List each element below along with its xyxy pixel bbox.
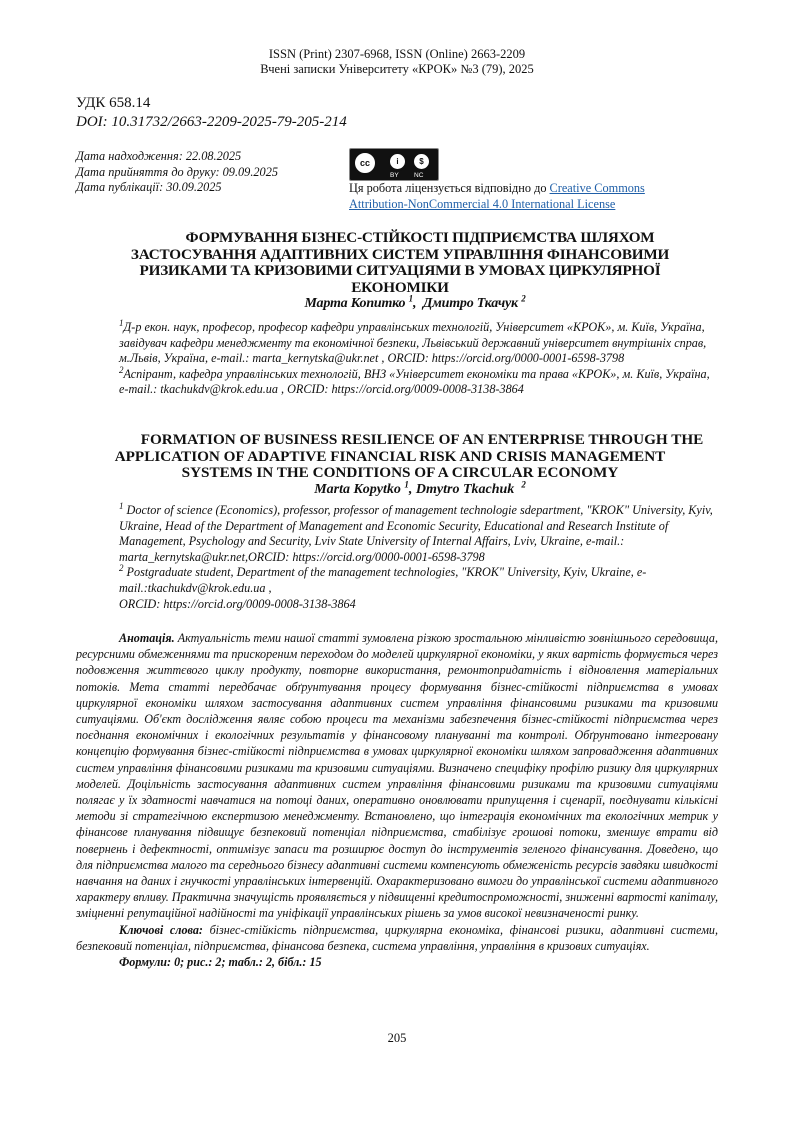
issn-line: ISSN (Print) 2307-6968, ISSN (Online) 2663-2209 [268,47,526,61]
keywords-label: Ключові слова: [119,922,203,937]
noncommercial-icon: $ [412,152,431,171]
abstract-label: Анотація. [119,631,175,645]
date-published: Дата публікації: 30.09.2025 [76,180,222,194]
title-line: ЕКОНОМІКИ [351,278,449,296]
affiliation-1: $^1$Д-р екон. наук, професор, професор кафедри управлінських технологій, Університет «КРОК», м. Київ, Україна, завідувач кафедри менеджменту та економічної безпеки, Львівський державний університет внутрішніх справ, м.Львів, Україна, e-mail.: marta_kernytska@ukr.net , ORCID: https://orcid.org/0000-0001-6598-3798 [119,317,707,366]
title-line: SYSTEMS IN THE CONDITIONS OF A CIRCULAR ECONOMY [181,464,619,482]
affiliations-ukrainian [76,317,716,398]
affiliation-2: $^2$ Postgraduate student, Department of the management technologies, "KROK" University, Kyiv, Ukraine, e-mail.:tkachukdv@krok.edu.ua , [119,563,647,595]
title-line: РИЗИКАМИ ТА КРИЗОВИМИ СИТУАЦІЯМИ В УМОВАХ ЦИРКУЛЯРНОЇ [139,262,661,280]
title-line: ЗАСТОСУВАННЯ АДАПТИВНИХ СИСТЕМ УПРАВЛІННЯ ФІНАНСОВИМИ [130,245,670,263]
udk-code: УДК 658.14 [76,95,151,111]
abstract-text: Актуальність теми нашої статті зумовлена різкою зростальною мінливістю зовнішнього середовища, ресурсними обмеженнями та прискореним переходом до моделей циркулярної економіки, у яких вартість формується через подовження життєвого циклу продукту, повторне використання, ремонтопридатність і відновлення матеріальних потоків. Мета статті передбачає обґрунтування процесу формування бізнес-стійкості підприємства в умовах циркулярної економіки шляхом застосування адаптивних систем управління фінансовими ризиками та кризовими ситуаціями. Об'єкт дослідження являє собою процеси та механізми забезпечення бізнес-стійкості підприємства через поєднання економічних і екологічних результатів у фінансовому плануванні та контролі. Обґрунтовано інтегровану концепцію формування бізнес-стійкості підприємства в умовах циркулярної економіки шляхом запровадження адаптивних систем управління фінансовими ризиками та кризовими ситуаціями. Визначено специфіку профілю ризику для циркулярних моделей. Доцільність застосування адаптивних систем управління фінансовими ризиками та кризовими ситуаціями полягає у їх здатності навчатися на потоці даних, оперативно оновлювати припущення і сценарії, поєднувати кількісні методи зі стратегічною експертизою менеджменту. Встановлено, що інтеграція економічних та екологічних метрик у фінансове планування підвищує безпековий потенціал підприємства, стабілізує грошові потоки, зменшує втрати від повернень і дефектності, оптимізує запаси та розширює доступ до інструментів зеленого фінансування. Доведено, що для підприємства малого та середнього бізнесу адаптивні системи компенсують обмеженість ресурсів завдяки швидкості навчання на даних і гнучкості управлінських інтервенцій. Охарактеризовано вимоги до управлінської системи адаптивного характеру впливу. Практична значущість проявляється у підвищенні кредитоспроможності, зниженні вартості капіталу, зміцненні репутаційної надійності та уніфікації управлінських рішень за умов високої невизначеності ринку. [76,631,718,921]
title-english [76,432,724,498]
by-label: BY [390,172,399,179]
title-ukrainian [80,230,720,313]
title-line: FORMATION OF BUSINESS RESILIENCE OF AN ENTERPRISE THROUGH THE [140,431,704,448]
title-line: APPLICATION OF ADAPTIVE FINANCIAL RISK AND CRISIS MANAGEMENT [114,447,666,465]
abstract [76,630,718,922]
affiliations-english [76,500,716,612]
date-received: Дата надходження: 22.08.2025 [76,149,242,163]
author-name: Dmytro Tkachuk [415,481,515,497]
journal-line: Вчені записки Університету «КРОК» №3 (79), 2025 [260,62,534,76]
license-text: Ця робота ліцензується відповідно до [349,181,550,195]
keywords-text: бізнес-стійкість підприємства, циркулярна економіка, фінансові ризики, адаптивні системи, безпековий потенціал, підприємства, фінансова безпека, система управління, управління в кризових ситуаціях. [76,922,718,953]
keywords [76,922,718,954]
author-name: Марта Копитко [304,296,406,312]
cc-license-badge[interactable] [349,148,439,181]
identifiers [76,94,347,132]
journal-header [0,47,794,77]
nc-label: NC [414,172,424,179]
authors-ukrainian: Марта Копитко $^1$, Дмитро Ткачук $^2$ [304,293,526,312]
doi: DOI: 10.31732/2663-2209-2025-79-205-214 [76,114,347,130]
affiliation-1: $^1$ Doctor of science (Economics), professor, professor of management technologie sdepartment, "KROK" University, Kyiv, Ukraine, Head of the Department of Management and Economic Security, Educational and Research Institute of Management, Psychology and Security, Lviv State University of Internal Affairs, Lviv, Ukraine, e-mail.: marta_kernytska@ukr.net,ORCID: https://orcid.org/0000-0001-6598-3798 [119,500,713,564]
abstract-section [76,630,718,970]
author-name: Дмитро Ткачук [422,296,518,312]
affiliation-2: $^2$Аспірант, кафедра управлінських технологій, ВНЗ «Університет економіки та права «КРОК», м. Київ, Україна, e-mail.: tkachukdv@krok.edu.ua , ORCID: https://orcid.org/0009-0008-3138-3864 [119,364,710,397]
author-name: Marta Kopytko [314,481,401,497]
attribution-icon: i [388,152,407,171]
page-number: 205 [387,1031,407,1045]
authors-english: Marta Kopytko $^1$, Dmytro Tkachuk $^2$ [314,479,526,497]
license-notice [349,181,645,212]
license-link[interactable]: Creative Commons Attribution-NonCommercial 4.0 International License [349,181,645,211]
article-dates [76,149,278,196]
title-line: ФОРМУВАННЯ БІЗНЕС-СТІЙКОСТІ ПІДПРИЄМСТВА ШЛЯХОМ [185,229,655,246]
affiliation-2-orcid: ORCID: https://orcid.org/0009-0008-3138-3864 [119,596,356,611]
date-accepted: Дата прийняття до друку: 09.09.2025 [76,164,278,179]
cc-icon: cc [353,151,377,175]
article-stats: Формули: 0; рис.: 2; табл.: 2, бібл.: 15 [119,955,322,970]
